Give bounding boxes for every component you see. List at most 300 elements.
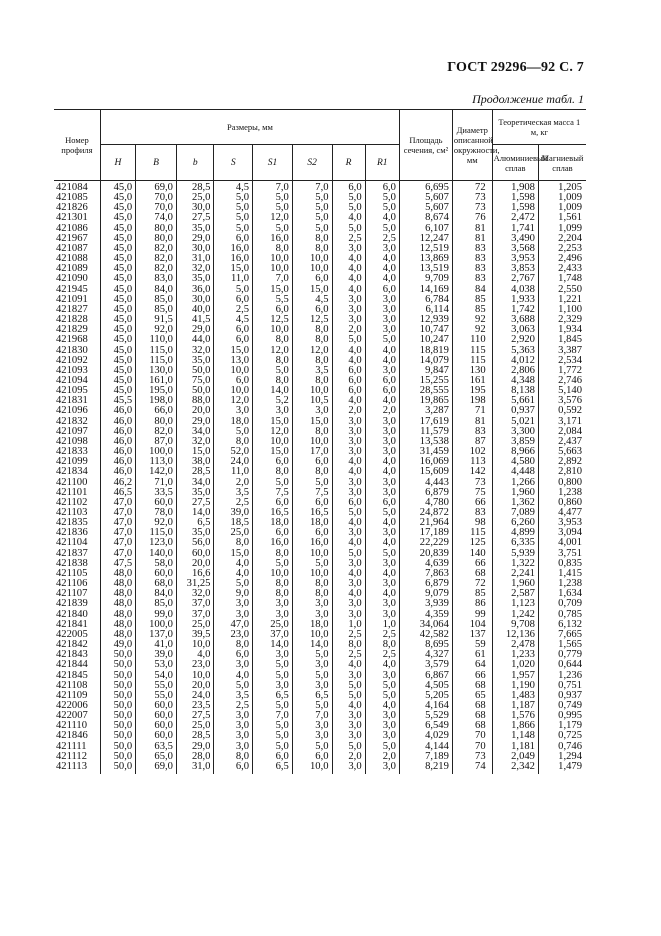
cell-s: 52,0	[214, 447, 253, 457]
cell-mass-aluminium: 6,260	[492, 518, 538, 528]
table-row	[54, 295, 586, 305]
cell-s2: 3,0	[292, 660, 332, 670]
cell-mass-aluminium: 4,038	[492, 285, 538, 295]
cell-s2: 5,0	[292, 224, 332, 234]
cell-s: 15,0	[214, 346, 253, 356]
cell-area: 6,107	[399, 224, 452, 234]
cell-profile-number: 421093	[54, 366, 100, 376]
table-row	[54, 386, 586, 396]
cell-area: 6,784	[399, 295, 452, 305]
cell-s2: 10,0	[292, 762, 332, 774]
cell-mass-aluminium: 2,806	[492, 366, 538, 376]
cell-profile-number: 421094	[54, 376, 100, 386]
table-row	[54, 752, 586, 762]
cell-diameter: 83	[452, 244, 492, 254]
cell-s2: 15,0	[292, 285, 332, 295]
cell-s2: 8,0	[292, 335, 332, 345]
cell-h: 48,0	[100, 599, 135, 609]
cell-b-lower: 28,0	[176, 752, 214, 762]
cell-s: 5,0	[214, 285, 253, 295]
cell-r: 3,0	[332, 610, 365, 620]
cell-diameter: 73	[452, 203, 492, 213]
cell-r1: 3,0	[365, 599, 399, 609]
cell-s1: 8,0	[253, 579, 293, 589]
cell-profile-number: 421098	[54, 437, 100, 447]
cell-s: 10,0	[214, 386, 253, 396]
cell-diameter: 142	[452, 467, 492, 477]
cell-r: 1,0	[332, 620, 365, 630]
table-body	[54, 181, 586, 775]
cell-h: 50,0	[100, 731, 135, 741]
cell-r1: 3,0	[365, 711, 399, 721]
cell-h: 48,0	[100, 589, 135, 599]
cell-r: 3,0	[332, 559, 365, 569]
cell-s1: 3,0	[253, 650, 293, 660]
cell-s2: 18,0	[292, 620, 332, 630]
cell-mass-magnesium: 0,709	[538, 599, 586, 609]
cell-s1: 10,0	[253, 569, 293, 579]
cell-s2: 8,0	[292, 234, 332, 244]
cell-b-upper: 70,0	[136, 193, 177, 203]
cell-s: 6,0	[214, 335, 253, 345]
cell-r: 3,0	[332, 427, 365, 437]
header-s2: S2	[292, 145, 332, 181]
cell-s: 12,0	[214, 396, 253, 406]
cell-b-lower: 32,0	[176, 589, 214, 599]
cell-profile-number: 421967	[54, 234, 100, 244]
cell-b-lower: 15,0	[176, 447, 214, 457]
cell-b-upper: 130,0	[136, 366, 177, 376]
cell-diameter: 81	[452, 417, 492, 427]
cell-profile-number: 421103	[54, 508, 100, 518]
cell-r1: 4,0	[365, 254, 399, 264]
header-magnesium: Магниевый сплав	[538, 145, 586, 181]
cell-r: 5,0	[332, 508, 365, 518]
cell-r1: 5,0	[365, 193, 399, 203]
cell-s2: 6,0	[292, 305, 332, 315]
cell-mass-aluminium: 2,478	[492, 640, 538, 650]
table-row	[54, 203, 586, 213]
cell-profile-number: 421088	[54, 254, 100, 264]
cell-profile-number: 421113	[54, 762, 100, 774]
cell-profile-number: 421835	[54, 518, 100, 528]
cell-s1: 5,0	[253, 366, 293, 376]
cell-r1: 4,0	[365, 346, 399, 356]
cell-b-lower: 29,0	[176, 742, 214, 752]
cell-b-upper: 115,0	[136, 528, 177, 538]
cell-s: 3,0	[214, 610, 253, 620]
cell-s2: 8,0	[292, 244, 332, 254]
cell-h: 46,0	[100, 427, 135, 437]
table-row	[54, 508, 586, 518]
cell-s1: 8,0	[253, 335, 293, 345]
cell-mass-magnesium: 0,746	[538, 742, 586, 752]
cell-diameter: 86	[452, 599, 492, 609]
cell-r1: 4,0	[365, 457, 399, 467]
header-s1: S1	[253, 145, 293, 181]
table-row	[54, 457, 586, 467]
cell-s: 8,0	[214, 752, 253, 762]
cell-b-lower: 28,5	[176, 467, 214, 477]
cell-profile-number: 421301	[54, 213, 100, 223]
cell-r: 4,0	[332, 538, 365, 548]
cell-s: 3,0	[214, 406, 253, 416]
cell-h: 45,0	[100, 285, 135, 295]
cell-r1: 4,0	[365, 467, 399, 477]
table-row	[54, 671, 586, 681]
cell-diameter: 73	[452, 478, 492, 488]
cell-b-upper: 55,0	[136, 691, 177, 701]
cell-area: 5,607	[399, 203, 452, 213]
cell-r1: 4,0	[365, 356, 399, 366]
cell-mass-aluminium: 5,021	[492, 417, 538, 427]
cell-b-upper: 60,0	[136, 569, 177, 579]
cell-mass-magnesium: 2,496	[538, 254, 586, 264]
cell-s: 3,0	[214, 660, 253, 670]
cell-s1: 6,0	[253, 305, 293, 315]
cell-s1: 15,0	[253, 285, 293, 295]
cell-mass-magnesium: 5,140	[538, 386, 586, 396]
cell-mass-magnesium: 0,644	[538, 660, 586, 670]
cell-b-lower: 31,25	[176, 579, 214, 589]
cell-h: 47,0	[100, 538, 135, 548]
cell-diameter: 85	[452, 295, 492, 305]
cell-h: 45,0	[100, 356, 135, 366]
cell-b-lower: 31,0	[176, 254, 214, 264]
cell-mass-aluminium: 1,362	[492, 498, 538, 508]
cell-area: 18,819	[399, 346, 452, 356]
cell-diameter: 85	[452, 305, 492, 315]
cell-h: 47,0	[100, 518, 135, 528]
cell-b-lower: 56,0	[176, 538, 214, 548]
cell-h: 47,0	[100, 549, 135, 559]
cell-r1: 3,0	[365, 244, 399, 254]
cell-s1: 16,0	[253, 234, 293, 244]
cell-profile-number: 421846	[54, 731, 100, 741]
table-row	[54, 406, 586, 416]
cell-r1: 4,0	[365, 589, 399, 599]
cell-r: 4,0	[332, 264, 365, 274]
cell-b-upper: 100,0	[136, 620, 177, 630]
cell-r1: 4,0	[365, 396, 399, 406]
cell-s2: 16,5	[292, 508, 332, 518]
cell-h: 50,0	[100, 721, 135, 731]
cell-r: 3,0	[332, 488, 365, 498]
cell-b-lower: 34,0	[176, 427, 214, 437]
cell-b-upper: 53,0	[136, 660, 177, 670]
cell-r: 4,0	[332, 254, 365, 264]
cell-area: 28,555	[399, 386, 452, 396]
cell-s2: 10,0	[292, 630, 332, 640]
cell-s2: 10,0	[292, 549, 332, 559]
cell-h: 47,0	[100, 528, 135, 538]
cell-mass-aluminium: 4,012	[492, 356, 538, 366]
table-row	[54, 762, 586, 774]
cell-mass-magnesium: 2,253	[538, 244, 586, 254]
cell-h: 45,0	[100, 335, 135, 345]
cell-area: 6,867	[399, 671, 452, 681]
cell-r: 3,0	[332, 721, 365, 731]
cell-diameter: 85	[452, 589, 492, 599]
cell-mass-aluminium: 1,322	[492, 559, 538, 569]
cell-diameter: 99	[452, 610, 492, 620]
cell-r: 3,0	[332, 731, 365, 741]
cell-s1: 5,0	[253, 203, 293, 213]
cell-mass-aluminium: 1,742	[492, 305, 538, 315]
cell-s1: 3,0	[253, 610, 293, 620]
cell-mass-aluminium: 3,490	[492, 234, 538, 244]
cell-mass-magnesium: 4,477	[538, 508, 586, 518]
cell-s1: 10,0	[253, 437, 293, 447]
cell-s1: 16,5	[253, 508, 293, 518]
cell-s: 4,5	[214, 315, 253, 325]
cell-area: 17,619	[399, 417, 452, 427]
table-row	[54, 356, 586, 366]
cell-area: 3,939	[399, 599, 452, 609]
cell-mass-aluminium: 12,136	[492, 630, 538, 640]
cell-mass-magnesium: 1,009	[538, 193, 586, 203]
cell-r1: 6,0	[365, 181, 399, 194]
cell-b-lower: 29,0	[176, 325, 214, 335]
table-row	[54, 711, 586, 721]
cell-b-lower: 39,5	[176, 630, 214, 640]
cell-r1: 5,0	[365, 203, 399, 213]
cell-mass-magnesium: 3,094	[538, 528, 586, 538]
cell-mass-aluminium: 0,937	[492, 406, 538, 416]
cell-r: 3,0	[332, 315, 365, 325]
cell-b-lower: 35,0	[176, 274, 214, 284]
cell-r: 4,0	[332, 396, 365, 406]
cell-s2: 7,0	[292, 711, 332, 721]
cell-mass-magnesium: 1,772	[538, 366, 586, 376]
cell-b-upper: 113,0	[136, 457, 177, 467]
cell-diameter: 102	[452, 447, 492, 457]
cell-diameter: 83	[452, 254, 492, 264]
table-row	[54, 193, 586, 203]
cell-r: 6,0	[332, 386, 365, 396]
cell-s1: 10,0	[253, 325, 293, 335]
cell-b-lower: 24,0	[176, 691, 214, 701]
cell-s2: 5,0	[292, 559, 332, 569]
table-row	[54, 549, 586, 559]
cell-h: 48,0	[100, 630, 135, 640]
cell-diameter: 195	[452, 386, 492, 396]
cell-r: 4,0	[332, 660, 365, 670]
cell-profile-number: 421110	[54, 721, 100, 731]
table-row	[54, 274, 586, 284]
cell-r: 3,0	[332, 244, 365, 254]
cell-b-lower: 35,0	[176, 528, 214, 538]
cell-profile-number: 421839	[54, 599, 100, 609]
cell-s1: 5,0	[253, 559, 293, 569]
cell-area: 12,247	[399, 234, 452, 244]
cell-b-lower: 29,0	[176, 417, 214, 427]
cell-h: 46,2	[100, 478, 135, 488]
cell-r: 3,0	[332, 528, 365, 538]
cell-s1: 3,0	[253, 681, 293, 691]
cell-s2: 10,0	[292, 569, 332, 579]
cell-b-lower: 28,5	[176, 181, 214, 194]
table-row	[54, 244, 586, 254]
cell-h: 50,0	[100, 701, 135, 711]
cell-diameter: 87	[452, 437, 492, 447]
cell-s: 6,0	[214, 376, 253, 386]
cell-r: 4,0	[332, 457, 365, 467]
cell-area: 24,872	[399, 508, 452, 518]
cell-diameter: 130	[452, 366, 492, 376]
cell-mass-magnesium: 2,534	[538, 356, 586, 366]
cell-mass-magnesium: 0,800	[538, 478, 586, 488]
cell-r1: 2,0	[365, 406, 399, 416]
cell-r1: 3,0	[365, 721, 399, 731]
cell-mass-aluminium: 1,123	[492, 599, 538, 609]
cell-diameter: 61	[452, 650, 492, 660]
cell-r1: 3,0	[365, 295, 399, 305]
table-row	[54, 721, 586, 731]
cell-mass-aluminium: 3,953	[492, 254, 538, 264]
cell-h: 45,0	[100, 244, 135, 254]
cell-s1: 8,0	[253, 467, 293, 477]
cell-b-upper: 87,0	[136, 437, 177, 447]
cell-diameter: 113	[452, 457, 492, 467]
cell-s: 13,0	[214, 356, 253, 366]
cell-b-upper: 39,0	[136, 650, 177, 660]
cell-s: 18,5	[214, 518, 253, 528]
cell-s: 2,5	[214, 305, 253, 315]
cell-mass-magnesium: 1,238	[538, 579, 586, 589]
cell-r: 2,0	[332, 406, 365, 416]
cell-h: 46,0	[100, 406, 135, 416]
cell-r: 6,0	[332, 181, 365, 194]
cell-r1: 5,0	[365, 681, 399, 691]
cell-area: 7,189	[399, 752, 452, 762]
cell-b-upper: 60,0	[136, 721, 177, 731]
cell-profile-number: 421840	[54, 610, 100, 620]
cell-r: 3,0	[332, 579, 365, 589]
cell-diameter: 72	[452, 181, 492, 194]
cell-area: 3,287	[399, 406, 452, 416]
table-row	[54, 731, 586, 741]
table-row	[54, 181, 586, 194]
cell-diameter: 83	[452, 264, 492, 274]
cell-profile-number: 421105	[54, 569, 100, 579]
cell-profile-number: 421108	[54, 681, 100, 691]
table-row	[54, 254, 586, 264]
cell-area: 14,169	[399, 285, 452, 295]
cell-diameter: 71	[452, 406, 492, 416]
cell-s2: 6,5	[292, 691, 332, 701]
cell-b-lower: 75,0	[176, 376, 214, 386]
cell-r: 3,0	[332, 671, 365, 681]
cell-b-lower: 25,0	[176, 193, 214, 203]
cell-r1: 6,0	[365, 498, 399, 508]
cell-mass-aluminium: 4,580	[492, 457, 538, 467]
cell-diameter: 68	[452, 701, 492, 711]
cell-s1: 12,5	[253, 315, 293, 325]
cell-b-upper: 84,0	[136, 285, 177, 295]
cell-s1: 5,0	[253, 721, 293, 731]
cell-mass-magnesium: 3,751	[538, 549, 586, 559]
cell-r1: 3,0	[365, 488, 399, 498]
table-row	[54, 650, 586, 660]
cell-b-upper: 115,0	[136, 356, 177, 366]
cell-mass-aluminium: 2,241	[492, 569, 538, 579]
cell-diameter: 140	[452, 549, 492, 559]
cell-s: 39,0	[214, 508, 253, 518]
cell-area: 10,747	[399, 325, 452, 335]
cell-s1: 5,0	[253, 701, 293, 711]
cell-area: 11,579	[399, 427, 452, 437]
cell-s: 23,0	[214, 630, 253, 640]
cell-s: 47,0	[214, 620, 253, 630]
cell-s: 4,0	[214, 559, 253, 569]
cell-mass-aluminium: 1,181	[492, 742, 538, 752]
cell-profile-number: 421085	[54, 193, 100, 203]
cell-mass-aluminium: 1,598	[492, 193, 538, 203]
cell-s1: 12,0	[253, 346, 293, 356]
cell-s: 8,0	[214, 640, 253, 650]
cell-r: 3,0	[332, 417, 365, 427]
cell-area: 6,879	[399, 579, 452, 589]
cell-diameter: 74	[452, 762, 492, 774]
cell-h: 45,0	[100, 224, 135, 234]
cell-area: 4,443	[399, 478, 452, 488]
cell-r: 4,0	[332, 356, 365, 366]
table-row	[54, 528, 586, 538]
cell-diameter: 104	[452, 620, 492, 630]
cell-area: 4,029	[399, 731, 452, 741]
cell-b-upper: 60,0	[136, 731, 177, 741]
cell-b-lower: 37,0	[176, 610, 214, 620]
cell-r: 6,0	[332, 366, 365, 376]
cell-s1: 8,0	[253, 549, 293, 559]
cell-b-lower: 32,0	[176, 437, 214, 447]
cell-mass-magnesium: 1,205	[538, 181, 586, 194]
cell-mass-magnesium: 2,329	[538, 315, 586, 325]
cell-b-upper: 69,0	[136, 181, 177, 194]
cell-mass-aluminium: 4,448	[492, 467, 538, 477]
cell-h: 50,0	[100, 691, 135, 701]
header-dimensions: Размеры, мм	[100, 110, 399, 145]
cell-area: 8,219	[399, 762, 452, 774]
cell-h: 45,0	[100, 376, 135, 386]
cell-b-upper: 80,0	[136, 234, 177, 244]
cell-s2: 15,0	[292, 417, 332, 427]
cell-diameter: 81	[452, 224, 492, 234]
cell-diameter: 161	[452, 376, 492, 386]
cell-b-upper: 115,0	[136, 346, 177, 356]
cell-h: 50,0	[100, 752, 135, 762]
cell-mass-magnesium: 0,860	[538, 498, 586, 508]
cell-h: 46,0	[100, 447, 135, 457]
cell-area: 34,064	[399, 620, 452, 630]
cell-r: 4,0	[332, 285, 365, 295]
cell-s2: 5,0	[292, 701, 332, 711]
cell-r1: 5,0	[365, 549, 399, 559]
cell-area: 6,549	[399, 721, 452, 731]
cell-r1: 3,0	[365, 762, 399, 774]
cell-profile-number: 421084	[54, 181, 100, 194]
table-row	[54, 234, 586, 244]
cell-profile-number: 421100	[54, 478, 100, 488]
cell-h: 47,0	[100, 508, 135, 518]
cell-r: 3,0	[332, 478, 365, 488]
cell-h: 45,0	[100, 193, 135, 203]
cell-s1: 5,0	[253, 742, 293, 752]
cell-profile-number: 421842	[54, 640, 100, 650]
cell-s2: 12,0	[292, 346, 332, 356]
cell-b-upper: 69,0	[136, 762, 177, 774]
